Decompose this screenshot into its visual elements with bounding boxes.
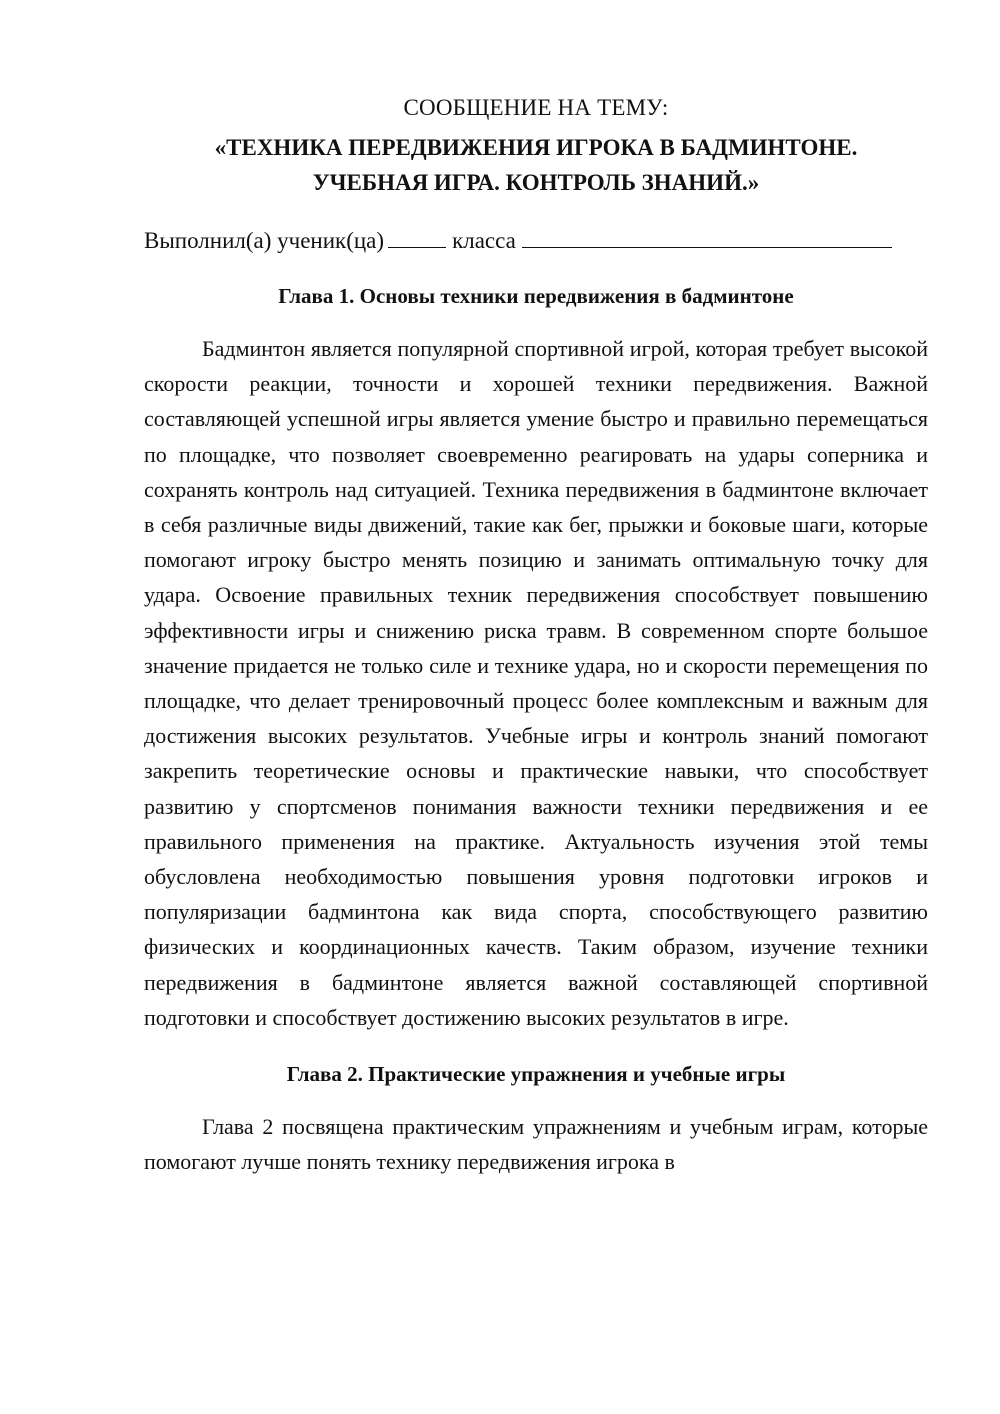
author-line	[144, 225, 928, 257]
author-prefix: Выполнил(а) ученик(ца)	[144, 228, 385, 253]
class-label: класса	[452, 228, 516, 253]
document-title: СООБЩЕНИЕ НА ТЕМУ:	[403, 95, 669, 120]
topic-line-1: «ТЕХНИКА ПЕРЕДВИЖЕНИЯ ИГРОКА В БАДМИНТОНЕ.	[214, 135, 858, 160]
chapter-2-paragraph: Глава 2 посвящена практическим упражнениям и учебным играм, которые помогают лучше понять технику передвижения игрока в	[144, 1114, 928, 1175]
chapter-1-heading: Глава 1. Основы техники передвижения в бадминтоне	[278, 284, 794, 308]
name-blank-field	[522, 225, 892, 248]
chapter-1-paragraph: Бадминтон является популярной спортивной игрой, которая требует высокой скорости реакции, точности и хорошей техники передвижения. Важной составляющей успешной игры является умение быстро и правильно перемещаться по площадке, что позволяет своевременно реагировать на удары соперника и сохранять контроль над ситуацией. Техника передвижения в бадминтоне включает в себя различные виды движений, такие как бег, прыжки и боковые шаги, которые помогают игроку быстро менять позицию и занимать оптимальную точку для удара. Освоение правильных техник передвижения способствует повышению эффективности игры и снижению риска травм. В современном спорте большое значение придается не только силе и технике удара, но и скорости перемещения по площадке, что делает тренировочный процесс более комплексным и важным для достижения высоких результатов. Учебные игры и контроль знаний помогают закрепить теоретические основы и практические навыки, что способствует развитию у спортсменов понимания важности техники передвижения и ее правильного применения на практике. Актуальность изучения этой темы обусловлена необходимостью повышения уровня подготовки игроков и популяризации бадминтона как вида спорта, способствующего развитию физических и координационных качеств. Таким образом, изучение техники передвижения в бадминтоне является важной составляющей спортивной подготовки и способствует достижению высоких результатов в игре.	[144, 336, 928, 1030]
grade-blank-field	[388, 225, 446, 248]
topic-line-2: УЧЕБНАЯ ИГРА. КОНТРОЛЬ ЗНАНИЙ.»	[312, 170, 760, 195]
chapter-2-heading: Глава 2. Практические упражнения и учебные игры	[286, 1062, 786, 1087]
document-topic	[144, 130, 928, 200]
document-content	[144, 92, 928, 1179]
